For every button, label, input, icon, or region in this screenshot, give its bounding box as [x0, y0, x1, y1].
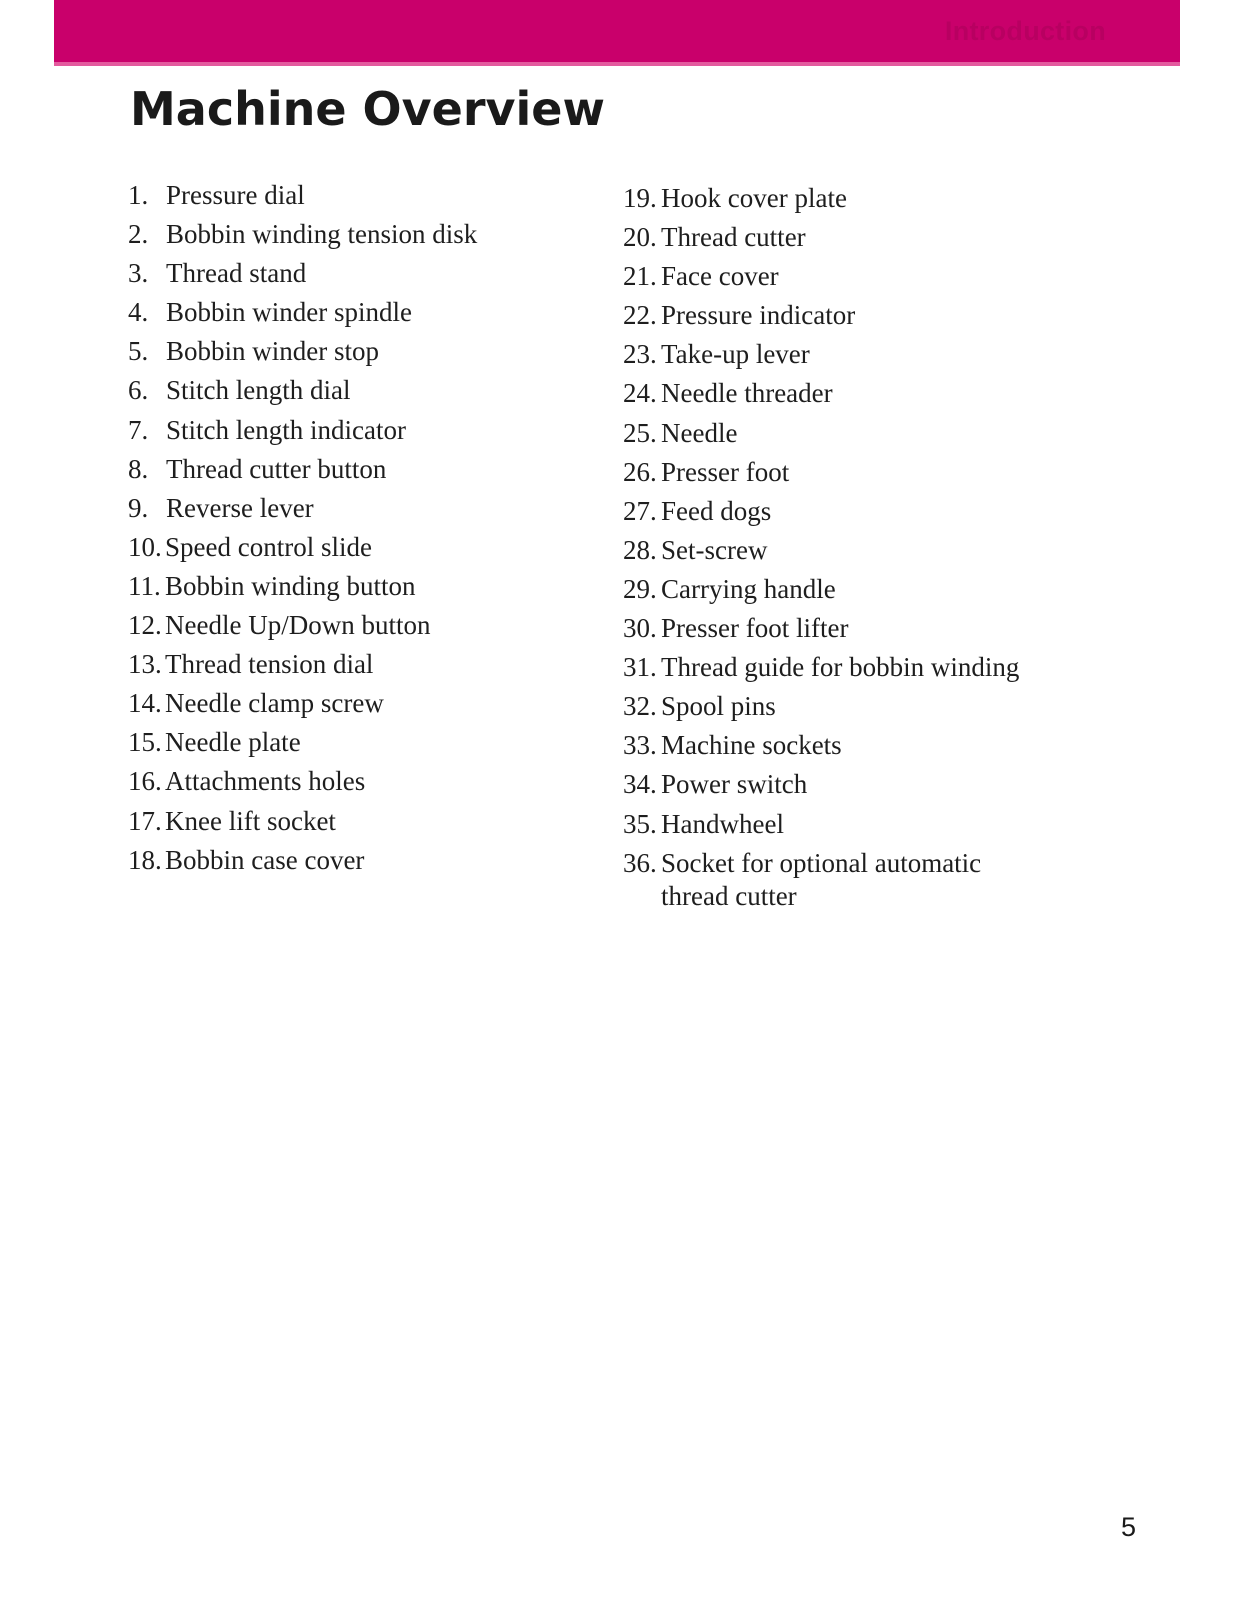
item-label: Thread stand	[166, 258, 307, 289]
list-item	[128, 411, 477, 450]
item-number: 20.	[623, 222, 657, 253]
list-item	[623, 648, 1021, 687]
item-label: Speed control slide	[165, 531, 372, 562]
item-label: Needle threader	[661, 378, 833, 409]
item-number: 10.	[128, 531, 162, 562]
list-item	[128, 645, 477, 684]
item-number: 34.	[623, 769, 657, 800]
item-number: 13.	[128, 649, 162, 680]
item-label: Take-up lever	[661, 339, 810, 370]
item-number: 4.	[128, 297, 149, 328]
item-label: Needle plate	[165, 727, 301, 758]
item-number: 8.	[128, 453, 149, 484]
item-label: Needle Up/Down button	[165, 610, 431, 641]
item-number: 29.	[623, 573, 657, 604]
item-label: Knee lift socket	[165, 805, 336, 836]
list-item	[128, 762, 477, 801]
list-item	[128, 489, 477, 528]
item-number: 25.	[623, 417, 657, 448]
item-label: Bobbin winder spindle	[166, 297, 412, 328]
list-item	[128, 450, 477, 489]
item-number: 17.	[128, 805, 162, 836]
list-item	[128, 684, 477, 723]
item-label: Thread guide for bobbin winding	[661, 652, 1020, 683]
list-item	[623, 570, 1021, 609]
page-title: Machine Overview	[130, 82, 605, 136]
item-label: Handwheel	[661, 808, 784, 839]
item-label: Presser foot lifter	[661, 613, 849, 644]
parts-list-left	[128, 176, 477, 880]
item-number: 5.	[128, 336, 149, 367]
item-label: Feed dogs	[661, 495, 772, 526]
list-item	[128, 293, 477, 332]
item-number: 16.	[128, 766, 162, 797]
item-label: Needle clamp screw	[165, 688, 384, 719]
list-item	[623, 453, 1021, 492]
item-number: 36.	[623, 847, 657, 878]
item-number: 21.	[623, 261, 657, 292]
list-item	[128, 254, 477, 293]
list-item	[623, 296, 1021, 335]
list-item	[623, 257, 1021, 296]
item-label: Socket for optional automatic thread cutter	[661, 847, 982, 911]
item-number: 6.	[128, 375, 149, 406]
list-item	[623, 609, 1021, 648]
item-number: 35.	[623, 808, 657, 839]
item-label: Power switch	[661, 769, 808, 800]
list-item	[128, 332, 477, 371]
list-item	[623, 844, 1021, 913]
header-bar	[54, 0, 1180, 66]
item-number: 28.	[623, 534, 657, 565]
item-label: Bobbin winding button	[165, 570, 416, 601]
item-number: 15.	[128, 727, 162, 758]
list-item	[623, 179, 1021, 218]
list-item	[623, 805, 1021, 844]
list-item	[128, 802, 477, 841]
item-number: 27.	[623, 495, 657, 526]
item-label: Bobbin winding tension disk	[166, 219, 478, 250]
list-item	[623, 531, 1021, 570]
list-item	[128, 567, 477, 606]
item-number: 24.	[623, 378, 657, 409]
item-number: 26.	[623, 456, 657, 487]
section-label: Introduction	[944, 16, 1106, 46]
page-number: 5	[1120, 1512, 1136, 1542]
item-label: Stitch length indicator	[166, 414, 406, 445]
list-item	[128, 371, 477, 410]
list-item	[623, 492, 1021, 531]
list-item	[623, 374, 1021, 413]
item-number: 32.	[623, 691, 657, 722]
item-label: Thread tension dial	[165, 649, 374, 680]
item-number: 1.	[128, 180, 149, 210]
list-item	[128, 215, 477, 254]
item-number: 2.	[128, 219, 149, 250]
item-label: Set-screw	[661, 534, 768, 565]
item-label: Bobbin case cover	[165, 844, 365, 875]
list-item	[623, 414, 1021, 453]
item-label: Attachments holes	[165, 766, 366, 797]
parts-list-right	[623, 179, 1021, 913]
item-number: 33.	[623, 730, 657, 761]
list-item	[623, 765, 1021, 804]
item-number: 23.	[623, 339, 657, 370]
item-label: Hook cover plate	[661, 183, 847, 213]
list-item	[623, 687, 1021, 726]
item-label: Pressure indicator	[661, 300, 856, 331]
item-number: 18.	[128, 844, 162, 875]
item-label: Thread cutter	[661, 222, 806, 253]
item-label: Presser foot	[661, 456, 790, 487]
item-number: 19.	[623, 183, 657, 213]
item-number: 9.	[128, 492, 149, 523]
list-item	[623, 335, 1021, 374]
item-label: Thread cutter button	[166, 453, 387, 484]
item-label: Needle	[661, 417, 738, 448]
list-item	[128, 176, 477, 215]
item-label: Carrying handle	[661, 573, 836, 604]
item-number: 31.	[623, 652, 657, 683]
list-item	[623, 218, 1021, 257]
item-number: 11.	[128, 570, 161, 601]
list-item	[128, 723, 477, 762]
item-label: Machine sockets	[661, 730, 842, 761]
list-item	[128, 606, 477, 645]
item-number: 14.	[128, 688, 162, 719]
item-label: Pressure dial	[166, 180, 305, 210]
item-number: 12.	[128, 610, 162, 641]
item-label: Spool pins	[661, 691, 776, 722]
item-label: Face cover	[661, 261, 779, 292]
list-item	[128, 841, 477, 880]
item-label: Reverse lever	[166, 492, 314, 523]
item-number: 30.	[623, 613, 657, 644]
item-label: Stitch length dial	[166, 375, 351, 406]
item-label: Bobbin winder stop	[166, 336, 379, 367]
item-number: 7.	[128, 414, 149, 445]
item-number: 3.	[128, 258, 149, 289]
list-item	[623, 726, 1021, 765]
item-number: 22.	[623, 300, 657, 331]
list-item	[128, 528, 477, 567]
